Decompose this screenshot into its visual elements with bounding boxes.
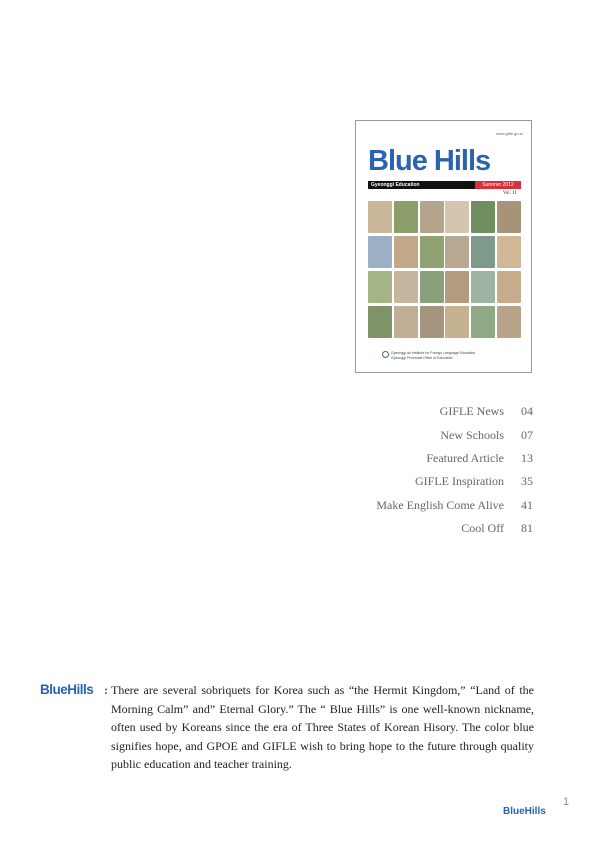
cover-photo-tile bbox=[368, 236, 392, 268]
cover-footer-line1: Gyeonggi-do Institute for Foreign Language Education bbox=[391, 351, 476, 355]
page-number: 1 bbox=[563, 796, 570, 808]
cover-photo-tile bbox=[497, 271, 521, 303]
cover-band-right: Summer 2012 bbox=[475, 181, 521, 189]
cover-photo-tile bbox=[420, 236, 444, 268]
cover-photo-tile bbox=[368, 306, 392, 338]
toc-row[interactable] bbox=[376, 470, 533, 493]
description-text: There are several sobriquets for Korea such as “the Hermit Kingdom,” “Land of the Morning Calm” and” Eternal Glory.” The “ Blue Hills” is one well-known nickname, often used by Koreans since the era of Three States of Korean Hisory. The color blue signifies hope, and GPOE and GIFLE wish to bring hope to the future through quality public education and teacher training. bbox=[111, 683, 534, 772]
bluehills-description bbox=[40, 681, 534, 774]
toc-title: New Schools bbox=[440, 427, 504, 442]
toc-row[interactable] bbox=[376, 400, 533, 423]
toc-page: 81 bbox=[521, 521, 533, 536]
toc-page: 35 bbox=[521, 474, 533, 489]
toc-page: 13 bbox=[521, 450, 533, 465]
toc-page: 04 bbox=[521, 404, 533, 419]
toc-row[interactable] bbox=[376, 494, 533, 517]
cover-photo-tile bbox=[445, 236, 469, 268]
footer-brand-logo: BlueHills bbox=[503, 806, 546, 817]
cover-photo-tile bbox=[394, 306, 418, 338]
bluehills-tag: BlueHills bbox=[40, 682, 94, 697]
cover-volume: Vol. 11 bbox=[502, 191, 517, 196]
cover-photo-tile bbox=[471, 306, 495, 338]
toc-title: GIFLE News bbox=[439, 404, 504, 419]
toc-page: 07 bbox=[521, 427, 533, 442]
magazine-cover-thumbnail bbox=[355, 120, 532, 373]
toc-title: Make English Come Alive bbox=[376, 497, 504, 512]
cover-photo-tile bbox=[420, 271, 444, 303]
toc-page: 41 bbox=[521, 497, 533, 512]
cover-photo-tile bbox=[497, 201, 521, 233]
cover-url: www.gifle.go.kr bbox=[496, 131, 523, 136]
toc-title: Featured Article bbox=[426, 450, 504, 465]
institute-logo-icon bbox=[382, 351, 389, 358]
cover-photo-grid bbox=[368, 201, 521, 341]
bluehills-colon: : bbox=[104, 683, 108, 697]
cover-band bbox=[368, 181, 521, 189]
cover-photo-tile bbox=[368, 271, 392, 303]
cover-band-left: Gyeonggi Education bbox=[371, 182, 420, 188]
cover-photo-tile bbox=[368, 201, 392, 233]
cover-photo-tile bbox=[471, 236, 495, 268]
toc-row[interactable] bbox=[376, 447, 533, 470]
toc-title: GIFLE Inspiration bbox=[415, 474, 504, 489]
cover-photo-tile bbox=[497, 306, 521, 338]
cover-photo-tile bbox=[420, 201, 444, 233]
cover-photo-tile bbox=[471, 271, 495, 303]
cover-photo-tile bbox=[445, 271, 469, 303]
cover-photo-tile bbox=[394, 271, 418, 303]
cover-photo-tile bbox=[420, 306, 444, 338]
cover-footer bbox=[391, 351, 475, 360]
toc-row[interactable] bbox=[376, 423, 533, 446]
toc-title: Cool Off bbox=[461, 521, 504, 536]
toc-row[interactable] bbox=[376, 517, 533, 540]
cover-brand-logo: Blue Hills bbox=[368, 145, 491, 177]
table-of-contents bbox=[376, 400, 533, 540]
cover-photo-tile bbox=[497, 236, 521, 268]
cover-photo-tile bbox=[445, 306, 469, 338]
cover-photo-tile bbox=[394, 201, 418, 233]
cover-photo-tile bbox=[394, 236, 418, 268]
cover-footer-line2: Gyeonggi Provincial Office of Education bbox=[391, 355, 453, 360]
cover-photo-tile bbox=[471, 201, 495, 233]
cover-photo-tile bbox=[445, 201, 469, 233]
